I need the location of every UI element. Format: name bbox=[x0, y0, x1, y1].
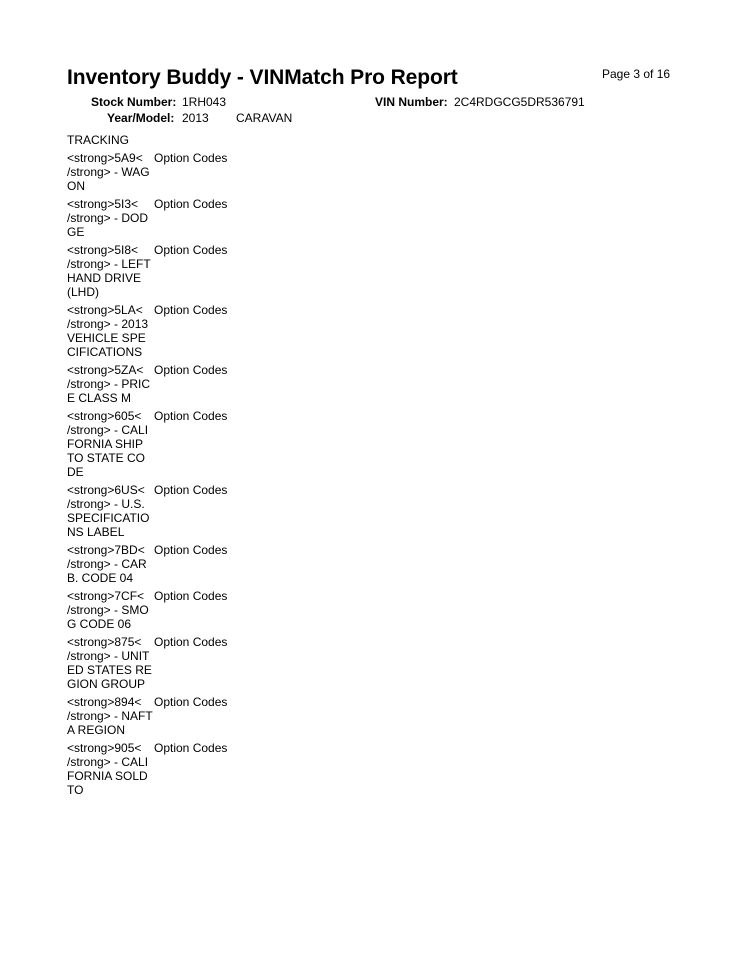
option-code-description: /strong> - NAFTA REGION bbox=[67, 709, 153, 737]
option-code-open: <strong>894< bbox=[67, 695, 142, 709]
vin-number-label: VIN Number: bbox=[375, 95, 448, 109]
option-code-description: /strong> - CALIFORNIA SOLD TO bbox=[67, 755, 149, 797]
option-type: Option Codes bbox=[154, 483, 228, 497]
option-type: Option Codes bbox=[154, 197, 228, 211]
option-row bbox=[67, 635, 387, 691]
option-type: Option Codes bbox=[154, 151, 228, 165]
option-type: Option Codes bbox=[154, 409, 228, 423]
option-row bbox=[67, 589, 387, 631]
option-row bbox=[67, 363, 387, 405]
option-row bbox=[67, 243, 387, 299]
option-code bbox=[67, 589, 153, 631]
section-heading: TRACKING bbox=[67, 133, 130, 147]
option-row bbox=[67, 695, 387, 737]
option-type: Option Codes bbox=[154, 635, 228, 649]
option-code bbox=[67, 409, 153, 479]
option-code bbox=[67, 151, 153, 193]
vin-number-value: 2C4RDGCG5DR536791 bbox=[454, 95, 585, 109]
option-code bbox=[67, 483, 153, 539]
option-code-description: /strong> - PRICE CLASS M bbox=[67, 377, 151, 405]
option-code bbox=[67, 243, 153, 299]
option-code-open: <strong>5I8< bbox=[67, 243, 139, 257]
option-type: Option Codes bbox=[154, 695, 228, 709]
option-code bbox=[67, 543, 153, 585]
option-code-open: <strong>905< bbox=[67, 741, 142, 755]
option-row bbox=[67, 303, 387, 359]
stock-number-label: Stock Number: bbox=[91, 95, 177, 109]
stock-number-value: 1RH043 bbox=[182, 95, 227, 109]
option-code bbox=[67, 197, 153, 239]
page-number: Page 3 of 16 bbox=[602, 67, 671, 81]
option-code-open: <strong>5ZA< bbox=[67, 363, 144, 377]
option-row bbox=[67, 543, 387, 585]
option-row bbox=[67, 197, 387, 239]
option-code-description: /strong> - U.S. SPECIFICATIONS LABEL bbox=[67, 497, 150, 539]
option-code-open: <strong>605< bbox=[67, 409, 142, 423]
option-code-description: /strong> - CARB. CODE 04 bbox=[67, 557, 147, 585]
option-code-description: /strong> - CALIFORNIA SHIP TO STATE CODE bbox=[67, 423, 149, 479]
option-code-description: /strong> - LEFT HAND DRIVE (LHD) bbox=[67, 257, 151, 299]
option-code-open: <strong>5I3< bbox=[67, 197, 139, 211]
option-codes-list bbox=[67, 133, 387, 801]
option-type: Option Codes bbox=[154, 741, 228, 755]
option-type: Option Codes bbox=[154, 363, 228, 377]
option-type: Option Codes bbox=[154, 243, 228, 257]
option-type: Option Codes bbox=[154, 589, 228, 603]
option-code bbox=[67, 635, 153, 691]
option-code bbox=[67, 363, 153, 405]
option-type: Option Codes bbox=[154, 303, 228, 317]
option-code bbox=[67, 741, 153, 797]
option-row bbox=[67, 741, 387, 797]
option-code-description: /strong> - DODGE bbox=[67, 211, 149, 239]
option-code bbox=[67, 695, 153, 737]
option-row bbox=[67, 151, 387, 193]
model-value: CARAVAN bbox=[236, 111, 293, 125]
option-code-open: <strong>5A9< bbox=[67, 151, 143, 165]
option-code-open: <strong>7BD< bbox=[67, 543, 145, 557]
option-code bbox=[67, 303, 153, 359]
option-code-open: <strong>875< bbox=[67, 635, 142, 649]
option-row bbox=[67, 483, 387, 539]
report-title: Inventory Buddy - VINMatch Pro Report bbox=[67, 66, 458, 89]
option-row bbox=[67, 409, 387, 479]
option-code-open: <strong>7CF< bbox=[67, 589, 145, 603]
option-code-description: /strong> - SMOG CODE 06 bbox=[67, 603, 149, 631]
year-model-label: Year/Model: bbox=[107, 111, 175, 125]
option-code-description: /strong> - 2013 VEHICLE SPECIFICATIONS bbox=[67, 317, 149, 359]
option-code-description: /strong> - WAGON bbox=[67, 165, 150, 193]
year-value: 2013 bbox=[182, 111, 209, 125]
option-code-description: /strong> - UNITED STATES REGION GROUP bbox=[67, 649, 152, 691]
option-type: Option Codes bbox=[154, 543, 228, 557]
option-code-open: <strong>6US< bbox=[67, 483, 145, 497]
option-code-open: <strong>5LA< bbox=[67, 303, 143, 317]
